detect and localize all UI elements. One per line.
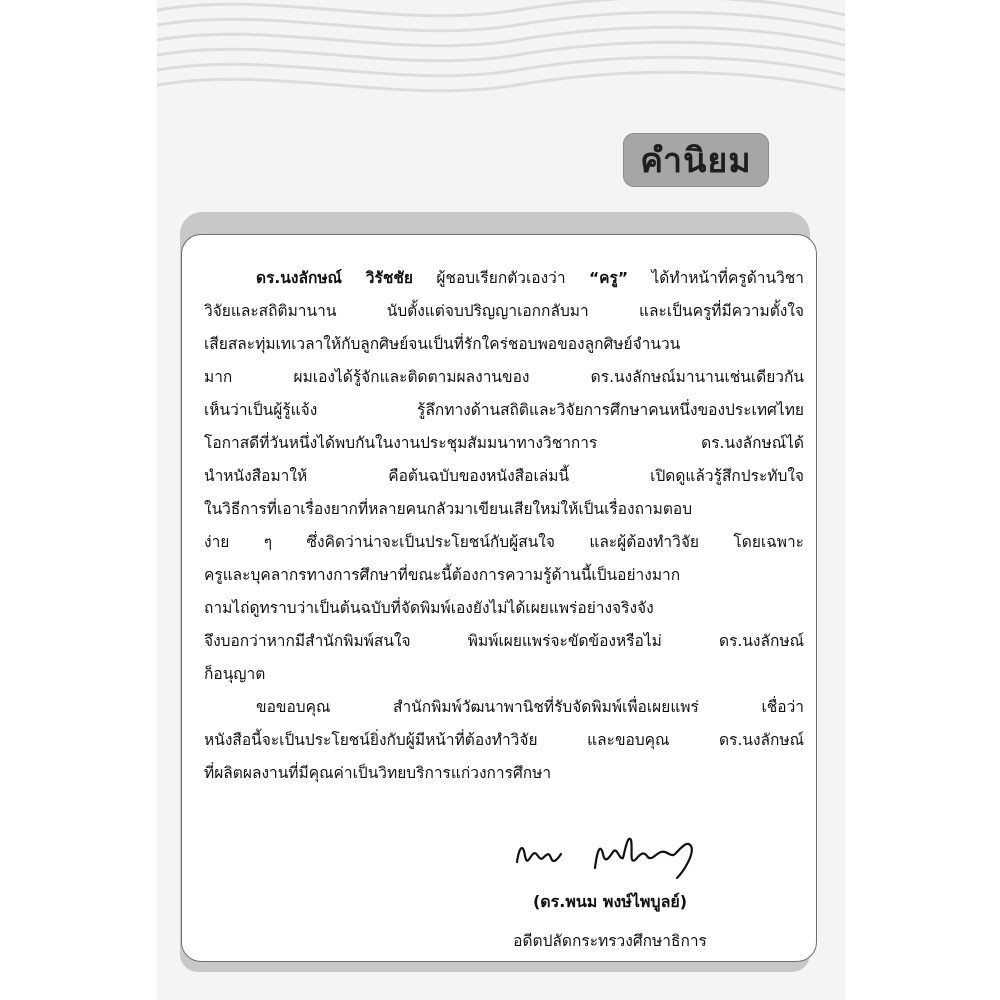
paragraph-line: ครูและบุคลากรทางการศึกษาที่ขณะนี้ต้องการความรู้ด้านนี้เป็นอย่างมาก — [204, 566, 681, 584]
paragraph-line: ก็อนุญาต — [204, 665, 266, 683]
paragraph-line: จึงบอกว่าหากมีสำนักพิมพ์สนใจ พิมพ์เผยแพร่จะขัดข้องหรือไม่ ดร.นงลักษณ์ — [204, 632, 804, 650]
emphasis-word: “ครู” — [589, 269, 629, 287]
paragraph-line: หนังสือนี้จะเป็นประโยชน์ยิ่งกับผู้มีหน้าที่ต้องทำวิจัย และขอบคุณ ดร.นงลักษณ์ — [204, 731, 804, 749]
text-segment: ผู้ชอบเรียกตัวเองว่า — [412, 269, 589, 287]
handwritten-signature — [505, 828, 715, 884]
paragraph-line: เห็นว่าเป็นผู้รู้แจ้ง รู้ลึกทางด้านสถิติและวิจัยการศึกษาคนหนึ่งของประเทศไทย — [204, 401, 804, 419]
wave-decoration — [157, 0, 845, 110]
paragraph-line — [204, 262, 804, 295]
signer-title: อดีตปลัดกระทรวงศึกษาธิการ — [513, 932, 707, 950]
paragraph-line: เสียสละทุ่มเทเวลาให้กับลูกศิษย์จนเป็นที่รักใคร่ชอบพอของลูกศิษย์จำนวน — [204, 335, 681, 353]
paragraph-line: ง่าย ๆ ซึ่งคิดว่าน่าจะเป็นประโยชน์กับผู้สนใจ และผู้ต้องทำวิจัย โดยเฉพาะ — [204, 533, 804, 551]
paragraph-line: ถามไถ่ดูทราบว่าเป็นต้นฉบับที่จัดพิมพ์เองยังไม่ได้เผยแพร่อย่างจริงจัง — [204, 599, 654, 617]
paragraph-line: โอกาสดีที่วันหนึ่งได้พบกันในงานประชุมสัมมนาทางวิชาการ ดร.นงลักษณ์ได้ — [204, 434, 804, 452]
foreword-text — [204, 262, 804, 790]
paragraph-line: ที่ผลิตผลงานที่มีคุณค่าเป็นวิทยบริการแก่วงการศึกษา — [204, 764, 552, 782]
paragraph-line: ขอขอบคุณ สำนักพิมพ์วัฒนาพานิชที่รับจัดพิมพ์เพื่อเผยแพร่ เชื่อว่า — [256, 698, 804, 716]
page-heading: คำนิยม — [623, 133, 769, 187]
author-name: ดร.นงลักษณ์ วิรัชชัย — [256, 269, 413, 287]
signer-name: (ดร.พนม พงษ์ไพบูลย์) — [532, 892, 688, 911]
paragraph-line: นำหนังสือมาให้ คือต้นฉบับของหนังสือเล่มนี้ เปิดดูแล้วรู้สึกประทับใจ — [204, 467, 804, 485]
paragraph-line: วิจัยและสถิติมานาน นับตั้งแต่จบปริญญาเอกกลับมา และเป็นครูที่มีความตั้งใจ — [204, 302, 804, 320]
text-segment: ได้ทำหน้าที่ครูด้านวิชา — [628, 269, 804, 287]
paragraph-line: มาก ผมเองได้รู้จักและติดตามผลงานของ ดร.นงลักษณ์มานานเช่นเดียวกัน — [204, 368, 804, 386]
paragraph-line: ในวิธีการที่เอาเรื่องยากที่หลายคนกลัวมาเขียนเสียใหม่ให้เป็นเรื่องถามตอบ — [204, 500, 693, 518]
